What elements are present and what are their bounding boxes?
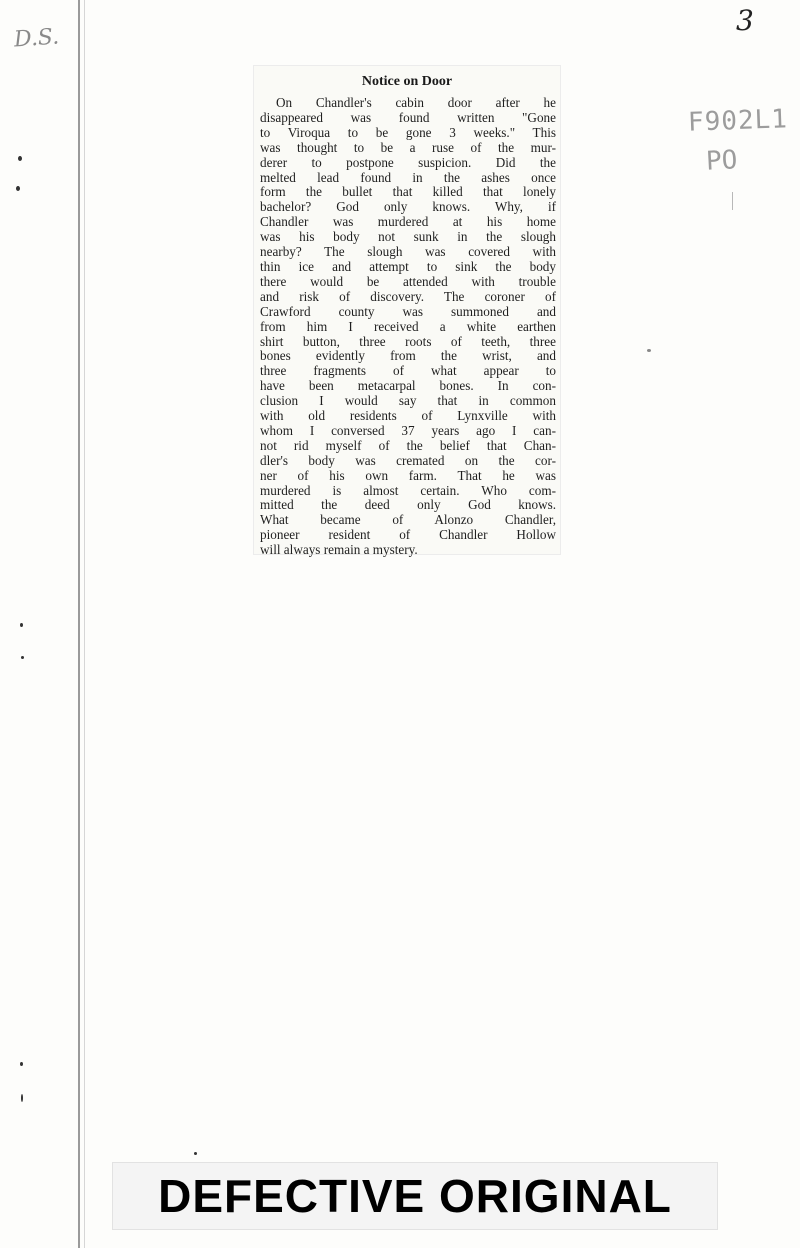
article-line: murdered is almost certain. Who com- xyxy=(260,482,556,498)
scan-speck xyxy=(21,656,24,659)
article-line: shirt button, three roots of teeth, three xyxy=(260,333,556,349)
newspaper-clipping xyxy=(254,66,560,558)
scan-speck xyxy=(194,1152,197,1155)
defective-original-stamp xyxy=(112,1162,718,1230)
article-line: to Viroqua to be gone 3 weeks." This xyxy=(260,124,556,140)
article-line: On Chandler's cabin door after he xyxy=(276,95,556,110)
article-title: Notice on Door xyxy=(361,74,453,89)
article-line: derer to postpone suspicion. Did the xyxy=(260,154,556,170)
scan-speck xyxy=(18,156,22,161)
article-line: clusion I would say that in common xyxy=(260,393,556,409)
article-line: Crawford county was summoned and xyxy=(260,303,556,319)
article-line: from him I received a white earthen xyxy=(260,318,556,334)
article-line: mitted the deed only God knows. xyxy=(260,497,556,513)
handwritten-ds-note: D.S. xyxy=(13,24,60,53)
article-line: three fragments of what appear to xyxy=(260,363,556,379)
scan-speck xyxy=(16,186,20,191)
page-number: 3 xyxy=(736,4,754,37)
article-line: not rid myself of the belief that Chan- xyxy=(260,437,556,453)
article-line: will always remain a mystery. xyxy=(260,542,418,558)
binding-edge-inner xyxy=(84,0,85,1248)
article-line: there would be attended with trouble xyxy=(260,273,556,289)
pencil-mark xyxy=(732,192,733,210)
scan-speck xyxy=(20,1062,23,1066)
article-line: What became of Alonzo Chandler, xyxy=(260,512,556,528)
article-line: Chandler was murdered at his home xyxy=(260,214,556,230)
article-line: pioneer resident of Chandler Hollow xyxy=(260,527,556,543)
article-line: was his body not sunk in the slough xyxy=(260,229,556,245)
article-line: thin ice and attempt to sink the body xyxy=(260,258,556,274)
scan-speck xyxy=(21,1094,23,1102)
article-line: was thought to be a ruse of the mur- xyxy=(260,139,556,155)
article-line: disappeared was found written "Gone xyxy=(260,109,556,125)
handwritten-po-note: PO xyxy=(705,145,739,177)
article-line: ner of his own farm. That he was xyxy=(260,467,556,483)
handwritten-code-note: F902L1 xyxy=(687,104,789,138)
article-line: have been metacarpal bones. In con- xyxy=(260,378,556,394)
binding-edge xyxy=(78,0,80,1248)
stamp-text: DEFECTIVE ORIGINAL xyxy=(158,1170,672,1222)
article-line: dler's body was cremated on the cor- xyxy=(260,452,556,468)
article-line: form the bullet that killed that lonely xyxy=(260,184,556,200)
article-line: bachelor? God only knows. Why, if xyxy=(260,199,556,215)
article-line: with old residents of Lynxville with xyxy=(260,408,556,424)
article-body xyxy=(260,96,556,558)
article-line: whom I conversed 37 years ago I can- xyxy=(260,422,556,438)
article-line: nearby? The slough was covered with xyxy=(260,244,556,260)
article-line: melted lead found in the ashes once xyxy=(260,169,556,185)
scan-speck xyxy=(20,623,23,627)
article-line: bones evidently from the wrist, and xyxy=(260,348,556,364)
scan-speck xyxy=(647,349,651,352)
article-line: and risk of discovery. The coroner of xyxy=(260,288,556,304)
